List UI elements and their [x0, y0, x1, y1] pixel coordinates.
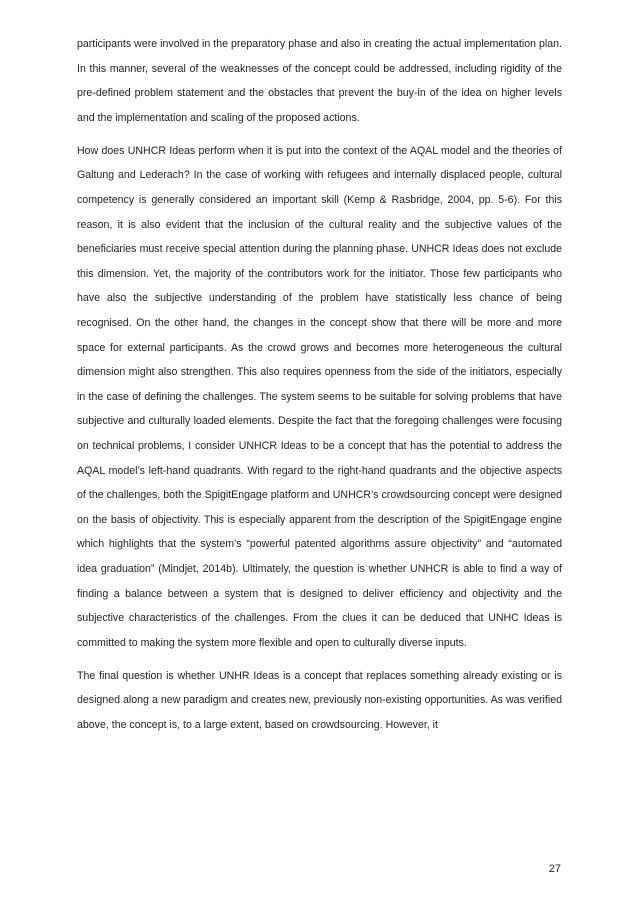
- page-number: 27: [548, 863, 561, 875]
- paragraph-unhcr-ideas-aqal: How does UNHCR Ideas perform when it is put into the context of the AQAL model and the theories of Galtung and Lederach? In the case of working with refugees and internally displaced people, cultural competency is generally considered an important skill (Kemp & Rasbridge, 2004, pp. 5-6). For this reason, it is also evident that the inclusion of the cultural reality and the subjective values of the beneficiaries must receive special attention during the planning phase. UNHCR Ideas does not exclude this dimension. Yet, the majority of the contributors work for the initiator. Those few participants who have also the subjective understanding of the problem have statistically less chance of being recognised. On the other hand, the changes in the concept show that there will be more and more space for external participants. As the crowd grows and becomes more heterogeneous the cultural dimension might also strengthen. This also requires openness from the side of the initiators, especially in the case of defining the challenges. The system seems to be suitable for solving problems that have subjective and culturally loaded elements. Despite the fact that the foregoing challenges were focusing on technical problems, I consider UNHCR Ideas to be a concept that has the potential to address the AQAL model’s left-hand quadrants. With regard to the right-hand quadrants and the objective aspects of the challenges, both the SpigitEngage platform and UNHCR’s crowdsourcing concept were designed on the basis of objectivity. This is especially apparent from the description of the SpigitEngage engine which highlights that the system’s “powerful patented algorithms assure objectivity” and “automated idea graduation” (Mindjet, 2014b). Ultimately, the question is whether UNHCR is able to find a way of finding a balance between a system that is designed to deliver efficiency and objectivity and the subjective characteristics of the challenges. From the clues it can be deduced that UNHC Ideas is committed to making the system more flexible and open to culturally diverse inputs.: [77, 144, 562, 649]
- body-text: [77, 32, 562, 746]
- paragraph-continuation: participants were involved in the preparatory phase and also in creating the actual implementation plan. In this manner, several of the weaknesses of the concept could be addressed, including rigidity of the pre-defined problem statement and the obstacles that prevent the buy-in of the idea on higher levels and the implementation and scaling of the proposed actions.: [77, 38, 562, 124]
- paragraph-final-question: The final question is whether UNHR Ideas is a concept that replaces something already existing or is designed along a new paradigm and creates new, previously non-existing opportunities. As was verified above, the concept is, to a large extent, based on crowdsourcing. However, it: [77, 669, 562, 732]
